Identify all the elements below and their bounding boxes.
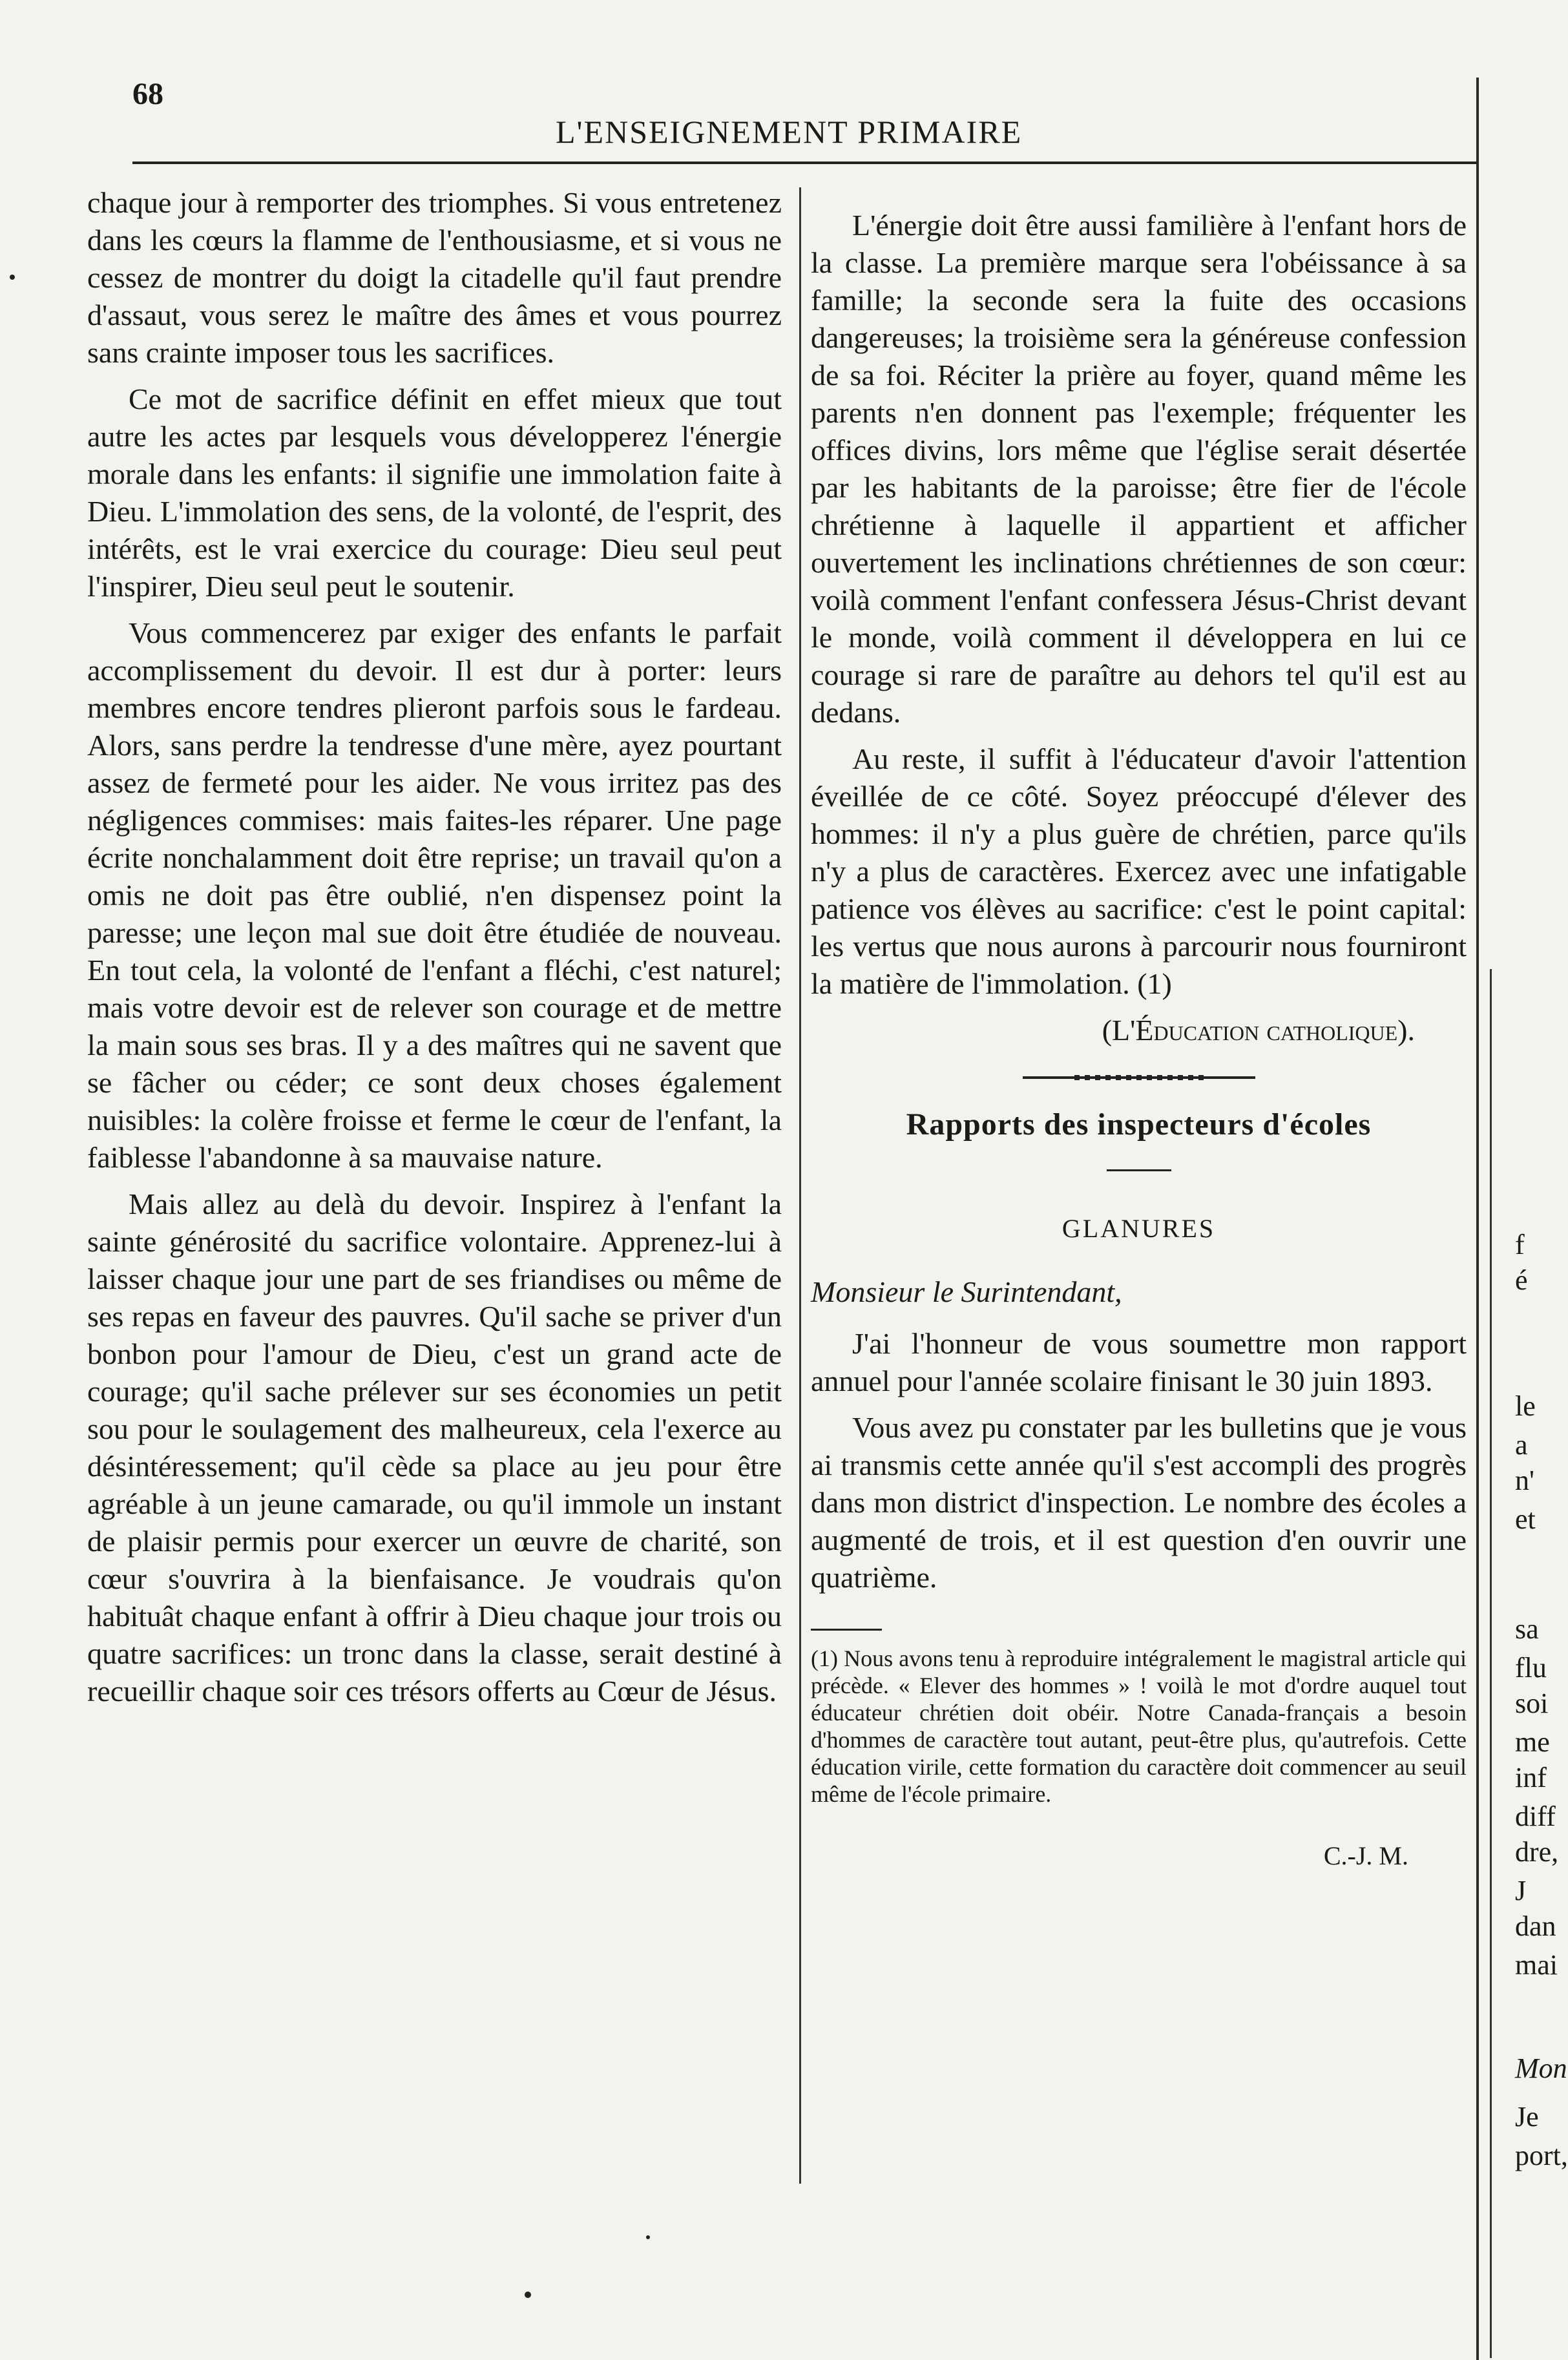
- header-rule: [132, 162, 1476, 164]
- right-paragraph: L'énergie doit être aussi familière à l'enfant hors de la classe. La première marque sera l'obéissance à sa famille; la seconde sera la fuite des occasions dangereuses; la troisième sera la généreuse confession de sa foi. Réciter la prière au foyer, quand même les parents n'en donnent pas l'exemple; fréquenter les offices divins, lors même que l'église serait désertée par les habitants de la paroisse; être fier de l'école chrétienne à laquelle il appartient et afficher ouvertement les inclinations chrétiennes de son cœur: voilà comment l'enfant confessera Jésus-Christ devant le monde, voilà comment il développera en lui ce courage si rare de paraître au dehors tel qu'il est au dedans.: [811, 209, 1467, 729]
- margin-fragment: et: [1515, 1503, 1536, 1535]
- left-paragraph: Ce mot de sacrifice définit en effet mieux que tout autre les actes par lesquels vous développerez l'énergie morale dans les enfants: il signifie une immolation faite à Dieu. L'immolation des sens, de la volonté, de l'esprit, des intérêts, est le vrai exercice du courage: Dieu seul peut l'inspirer, Dieu seul peut le soutenir.: [87, 382, 782, 603]
- report-paragraph: Vous avez pu constater par les bulletins que je vous ai transmis cette année qu'il s'est accompli des progrès dans mon district d'inspection. Le nombre des écoles a augmenté de trois, et il est question d'en ouvrir une quatrième.: [811, 1411, 1467, 1594]
- article-source: (L'Éducation catholique).: [1102, 1014, 1415, 1047]
- footnote: (1) Nous avons tenu à reproduire intégralement le magistral article qui précède. « Elever des hommes » ! voilà le mot d'ordre auquel tout éducateur chrétien doit obéir. Notre Canada-français a besoin d'hommes de caractère tout autant, peut-être plus, qu'autrefois. Cette éducation virile, cette formation du caractère doit commencer au seuil même de l'école primaire.: [811, 1645, 1467, 1807]
- report-paragraph: J'ai l'honneur de vous soumettre mon rapport annuel pour l'année scolaire finisant le 30 juin 1893.: [811, 1327, 1467, 1397]
- page-number: 68: [132, 77, 163, 111]
- margin-fragment: Je: [1515, 2101, 1539, 2133]
- margin-fragment: Mon: [1515, 2052, 1567, 2084]
- margin-fragment: soi: [1515, 1687, 1549, 1719]
- right-paragraph: Au reste, il suffit à l'éducateur d'avoir l'attention éveillée de ce côté. Soyez préoccupé d'élever des hommes: il n'y a plus guère de chrétien, parce qu'ils n'y a plus de caractères. Exercez avec une infatigable patience vos élèves au sacrifice: c'est le point capital: les vertus que nous aurons à parcourir nous fourniront la matière de l'immolation. (1): [811, 742, 1467, 1000]
- margin-fragment: le: [1515, 1390, 1536, 1422]
- ink-speck: [646, 2235, 650, 2239]
- margin-fragment: n': [1515, 1465, 1534, 1496]
- margin-fragment: me: [1515, 1726, 1550, 1758]
- margin-fragment: é: [1515, 1264, 1528, 1296]
- left-paragraph: Mais allez au delà du devoir. Inspirez à l'enfant la sainte générosité du sacrifice volontaire. Apprenez-lui à laisser chaque jour une part de ses friandises ou même de ses repas en faveur des pauvres. Qu'il sache se priver d'un bonbon pour l'amour de Dieu, c'est un grand acte de courage; qu'il sache prélever sur ses économies un petit sou pour le soulagement des malheureux, cela l'exerce au désintéressement; qu'il cède sa place au jeu pour être agréable à un jeune camarade, ou qu'il immole un instant de plaisir permis pour exercer un œuvre de charité, son cœur s'ouvrira à la bienfaisance. Je voudrais qu'on habituât chaque enfant à offrir à Dieu chaque jour trois ou quatre sacrifices: un tronc dans la classe, serait destiné à recueillir chaque soir ces trésors offerts au Cœur de Jésus.: [87, 1187, 782, 1707]
- left-paragraph: chaque jour à remporter des triomphes. Si vous entretenez dans les cœurs la flamme de l'enthousiasme, et si vous ne cessez de montrer du doigt la citadelle qu'il faut prendre d'assaut, vous serez le maître des âmes et vous pourrez sans crainte imposer tous les sacrifices.: [87, 186, 782, 369]
- short-rule: [1107, 1169, 1171, 1171]
- margin-fragment: diff: [1515, 1801, 1556, 1832]
- ink-speck: [10, 275, 15, 280]
- margin-fragment: dan: [1515, 1910, 1556, 1942]
- footnote-rule: [811, 1629, 882, 1631]
- next-page-column-rule: [1490, 969, 1492, 2358]
- left-column: [87, 184, 782, 1719]
- margin-fragment: flu: [1515, 1652, 1547, 1684]
- margin-fragment: mai: [1515, 1949, 1558, 1981]
- section-title: Rapports des inspecteurs d'écoles: [906, 1107, 1372, 1142]
- left-paragraph: Vous commencerez par exiger des enfants le parfait accomplissement du devoir. Il est dur à porter: leurs membres encore tendres plieront parfois sous le fardeau. Alors, sans perdre la tendresse d'une mère, ayez pourtant assez de fermeté pour les aider. Ne vous irritez pas des négligences commises: mais faites-les réparer. Une page écrite nonchalamment doit être reprise; un travail qu'on a omis ne doit pas être oublié, n'en dispensez point la paresse; une leçon mal sue doit être étudiée de nouveau. En tout cela, la volonté de l'enfant a fléchi, c'est naturel; mais votre devoir est de relever son courage et de mettre la main sous ses bras. Il y a des maîtres qui ne savent que se fâcher ou céder; ce sont deux choses également nuisibles: la colère froisse et ferme le cœur de l'enfant, la faiblesse l'abandonne à sa mauvaise nature.: [87, 616, 782, 1174]
- margin-fragment: dre,: [1515, 1836, 1559, 1868]
- salutation: Monsieur le Surintendant,: [811, 1275, 1122, 1308]
- margin-fragment: port,: [1515, 2140, 1568, 2171]
- margin-fragment: inf: [1515, 1762, 1547, 1793]
- margin-fragment: J: [1515, 1875, 1527, 1906]
- running-title: L'ENSEIGNEMENT PRIMAIRE: [556, 114, 1023, 150]
- ornamental-rule: [1023, 1075, 1255, 1080]
- signature: C.-J. M.: [1323, 1841, 1408, 1870]
- right-column: [811, 207, 1467, 1875]
- margin-fragment: a: [1515, 1429, 1528, 1461]
- ink-speck: [525, 2292, 531, 2298]
- subheading: GLANURES: [1061, 1214, 1216, 1243]
- margin-fragment: f: [1515, 1229, 1525, 1260]
- column-divider: [799, 187, 801, 2184]
- page-edge-rule: [1476, 78, 1479, 2360]
- margin-fragment: sa: [1515, 1613, 1539, 1645]
